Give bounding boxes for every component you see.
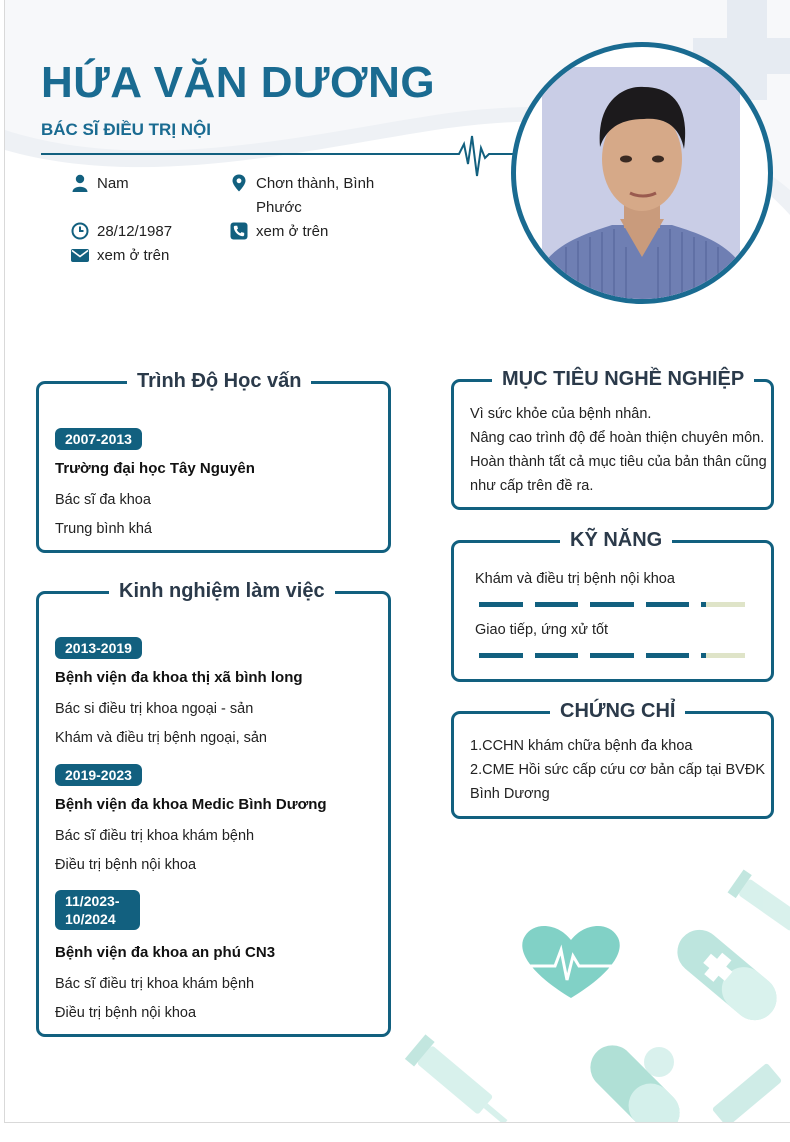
experience-place: Bệnh viện đa khoa thị xã bình long: [55, 669, 303, 686]
education-heading: Trình Độ Học vấn: [127, 370, 311, 393]
education-school: Trường đại học Tây Nguyên: [55, 460, 255, 477]
portrait-image: [516, 47, 768, 299]
skill-bar-filled-segment: [535, 602, 579, 607]
phone-row: [230, 220, 380, 244]
experience-place: Bệnh viện đa khoa an phú CN3: [55, 944, 276, 961]
cv-page: [5, 0, 790, 1122]
experience-heading: Kinh nghiệm làm việc: [109, 580, 335, 603]
skill-bar-filled-segment: [646, 653, 690, 658]
education-major: Bác sĩ đa khoa: [55, 492, 151, 508]
experience-desc: Điều trị bệnh nội khoa: [55, 857, 197, 873]
email-row: [71, 244, 221, 268]
skills-heading: KỸ NĂNG: [560, 529, 672, 552]
experience-role: Bác si điều trị khoa ngoại - sản: [55, 701, 254, 717]
skill-bar-empty-segment: [706, 653, 745, 658]
address-row: [230, 172, 380, 220]
email-value: xem ở trên: [97, 247, 170, 264]
certificates-heading: CHỨNG CHỈ: [550, 700, 685, 723]
heart-ecg-icon: [522, 926, 619, 998]
tablet-icon: [644, 1047, 674, 1077]
experience-desc: Khám và điều trị bệnh ngoại, sản: [55, 730, 267, 746]
experience-place: Bệnh viện đa khoa Medic Bình Dương: [55, 796, 327, 813]
objective-line: Hoàn thành tất cả mục tiêu của bản thân cũng: [470, 454, 767, 470]
objective-section: [451, 368, 774, 510]
experience-role: Bác sĩ điều trị khoa khám bệnh: [55, 828, 255, 844]
map-pin-icon: [230, 174, 248, 192]
certificates-text: [470, 734, 765, 806]
gender-value: Nam: [97, 175, 129, 192]
education-grade: Trung bình khá: [55, 521, 152, 537]
experience-role: Bác sĩ điều trị khoa khám bệnh: [55, 976, 255, 992]
education-period-badge: 2007-2013: [55, 428, 142, 450]
syringe-icon: [405, 1034, 516, 1122]
birthday-value: 28/12/1987: [97, 223, 173, 240]
education-section: [36, 370, 391, 553]
skill-bar-filled-segment: [646, 602, 690, 607]
syringe-icon: [728, 869, 790, 947]
experience-period-line1: 11/2023-: [65, 893, 120, 909]
objective-heading: MỤC TIÊU NGHỀ NGHIỆP: [492, 368, 754, 391]
pill-capsule-icon: [668, 921, 785, 1029]
objective-line: Nâng cao trình độ để hoàn thiện chuyên môn.: [470, 430, 765, 446]
skill-bar-filled-segment: [479, 653, 523, 658]
user-icon: [71, 174, 89, 192]
candidate-name: HỨA VĂN DƯƠNG: [41, 58, 436, 107]
skills-section: [451, 529, 774, 682]
skill-bar-filled-segment: [479, 602, 523, 607]
skill-name: Giao tiếp, ứng xử tốt: [475, 622, 609, 638]
skill-bar-filled-segment: [590, 602, 634, 607]
phone-value: xem ở trên: [256, 223, 329, 240]
gender-row: [71, 172, 211, 196]
experience-period-badge: [55, 890, 140, 930]
pill-capsule-icon: [581, 1036, 688, 1122]
experience-period-badge: 2019-2023: [55, 764, 142, 786]
experience-desc: Điều trị bệnh nội khoa: [55, 1005, 197, 1021]
skill-level-bar: [479, 602, 745, 607]
syringe-icon: [712, 1063, 783, 1122]
experience-period-line2: 10/2024: [65, 911, 116, 927]
birthday-row: [71, 220, 221, 244]
skill-bar-filled-segment: [590, 653, 634, 658]
clock-icon: [71, 222, 89, 240]
certificate-line: 2.CME Hồi sức cấp cứu cơ bản cấp tại BVĐK: [470, 762, 765, 778]
envelope-icon: [71, 246, 89, 264]
skill-name: Khám và điều trị bệnh nội khoa: [475, 571, 675, 587]
skill-bar-filled-segment: [535, 653, 579, 658]
objective-line: như cấp trên đề ra.: [470, 478, 594, 494]
objective-text: [470, 402, 770, 498]
phone-icon: [230, 222, 248, 240]
address-value: Chơn thành, Bình Phước: [256, 175, 375, 216]
profile-photo: [511, 42, 773, 304]
experience-period-badge: 2013-2019: [55, 637, 142, 659]
skill-bar-empty-segment: [706, 602, 745, 607]
skill-level-bar: [479, 653, 745, 658]
objective-line: Vì sức khỏe của bệnh nhân.: [470, 406, 652, 422]
candidate-title: BÁC SĨ ĐIỀU TRỊ NỘI: [41, 120, 212, 139]
experience-section: [36, 580, 391, 1037]
certificate-line: 1.CCHN khám chữa bệnh đa khoa: [470, 738, 693, 754]
certificates-section: [451, 700, 774, 819]
certificate-line: Bình Dương: [470, 786, 550, 802]
